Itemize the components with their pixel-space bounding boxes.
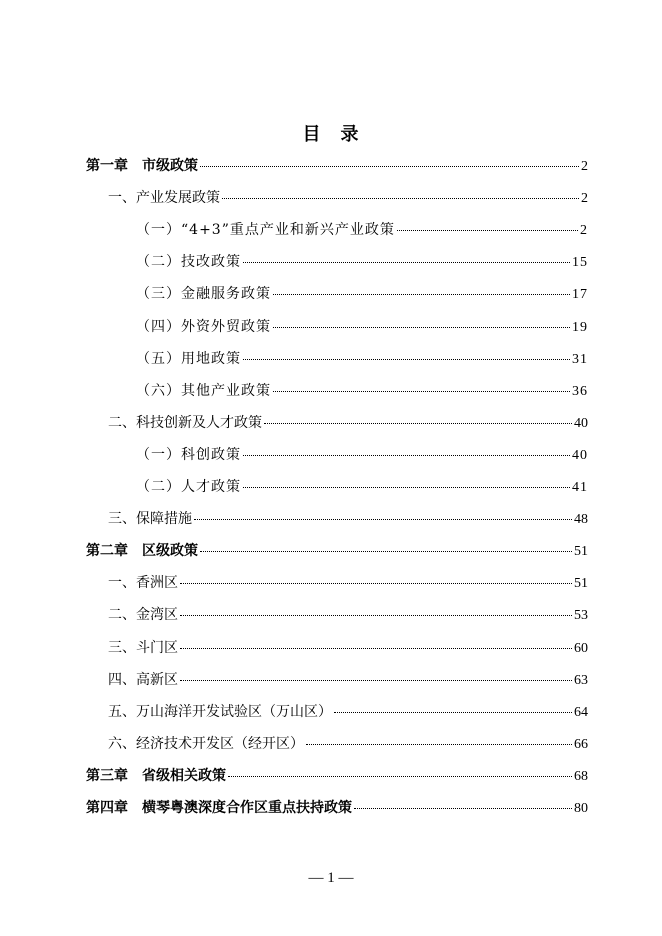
- toc-page-number: 40: [574, 415, 588, 431]
- toc-subsection[interactable]: [136, 220, 588, 241]
- toc-page-number: 60: [574, 640, 588, 656]
- toc-page-number: 2: [581, 159, 588, 174]
- toc-page-number: 36: [572, 383, 588, 399]
- toc-entry-label: （二）技改政策: [136, 254, 241, 271]
- toc-page-number: 51: [574, 576, 588, 592]
- toc-section[interactable]: [108, 573, 588, 594]
- toc-subsection[interactable]: [136, 317, 588, 338]
- toc-page-number: 48: [574, 512, 588, 528]
- page-number: — 1 —: [308, 870, 354, 886]
- toc-page-number: 17: [572, 287, 588, 303]
- toc-title: 目 录: [302, 124, 360, 145]
- toc-page-number: 80: [574, 801, 588, 816]
- toc-entry-label: （三）金融服务政策: [136, 286, 271, 303]
- dot-leader: [200, 551, 572, 552]
- dot-leader: [180, 680, 572, 681]
- dot-leader: [273, 294, 570, 295]
- toc-subsection[interactable]: [136, 284, 588, 305]
- toc-page-number: 51: [574, 544, 588, 560]
- dot-leader: [397, 230, 578, 231]
- toc-section[interactable]: [108, 509, 588, 530]
- dot-leader: [273, 327, 570, 328]
- dot-leader: [180, 615, 572, 616]
- toc-page-number: 2: [581, 191, 588, 207]
- toc-entry-label: （一）科创政策: [136, 446, 241, 463]
- dot-leader: [243, 487, 570, 488]
- toc-subsection[interactable]: [136, 252, 588, 273]
- toc-section[interactable]: [108, 605, 588, 626]
- dot-leader: [306, 744, 572, 745]
- toc-section[interactable]: [108, 188, 588, 209]
- toc-entry-label: 第二章 区级政策: [86, 543, 198, 560]
- toc-entry-label: 二、科技创新及人才政策: [108, 414, 262, 431]
- dot-leader: [200, 166, 579, 167]
- toc-entry-label: （一）“4+3”重点产业和新兴产业政策: [136, 222, 395, 239]
- toc-entry-label: 三、斗门区: [108, 639, 178, 656]
- toc-page-number: 31: [572, 351, 588, 367]
- toc-entry-label: 一、香洲区: [108, 575, 178, 592]
- toc-page-number: 15: [572, 255, 588, 271]
- toc-entry-label: 一、产业发展政策: [108, 190, 220, 207]
- dot-leader: [194, 519, 572, 520]
- toc-entry-label: 五、万山海洋开发试验区（万山区）: [108, 703, 332, 720]
- dot-leader: [243, 359, 570, 360]
- toc-chapter[interactable]: [86, 798, 588, 819]
- toc-page-number: 63: [574, 672, 588, 688]
- toc-page-number: 41: [572, 480, 588, 495]
- dot-leader: [264, 423, 572, 424]
- toc-page-number: 53: [574, 608, 588, 624]
- toc-entry-label: 三、保障措施: [108, 511, 192, 528]
- toc-entry-label: 二、金湾区: [108, 607, 178, 624]
- toc-page-number: 64: [574, 704, 588, 720]
- dot-leader: [273, 391, 570, 392]
- dot-leader: [228, 776, 572, 777]
- toc-page-number: 19: [572, 319, 588, 335]
- toc-entry-label: 六、经济技术开发区（经开区）: [108, 735, 304, 752]
- toc-subsection[interactable]: [136, 445, 588, 466]
- toc-section[interactable]: [108, 413, 588, 434]
- dot-leader: [354, 808, 572, 809]
- dot-leader: [180, 583, 572, 584]
- toc-section[interactable]: [108, 702, 588, 723]
- toc-entry-label: （五）用地政策: [136, 350, 241, 367]
- toc-chapter[interactable]: [86, 156, 588, 177]
- toc-section[interactable]: [108, 670, 588, 691]
- toc-entry-label: 第四章 横琴粤澳深度合作区重点扶持政策: [86, 800, 352, 816]
- dot-leader: [243, 262, 570, 263]
- toc-page-number: 68: [574, 768, 588, 784]
- toc-subsection[interactable]: [136, 477, 588, 498]
- toc-entry-label: 第一章 市级政策: [86, 158, 198, 174]
- dot-leader: [334, 712, 572, 713]
- toc-subsection[interactable]: [136, 349, 588, 370]
- toc-entry-label: 四、高新区: [108, 671, 178, 688]
- toc-page-number: 2: [580, 223, 588, 239]
- toc-page-number: 40: [572, 447, 588, 463]
- toc-subsection[interactable]: [136, 381, 588, 402]
- dot-leader: [243, 455, 570, 456]
- dot-leader: [180, 648, 572, 649]
- toc-entry-label: （四）外资外贸政策: [136, 318, 271, 335]
- toc-section[interactable]: [108, 638, 588, 659]
- toc-entry-label: （六）其他产业政策: [136, 382, 271, 399]
- toc-entry-label: （二）人才政策: [136, 479, 241, 495]
- toc-page-number: 66: [574, 736, 588, 752]
- toc-section[interactable]: [108, 734, 588, 755]
- toc-chapter[interactable]: [86, 766, 588, 787]
- dot-leader: [222, 198, 579, 199]
- toc-chapter[interactable]: [86, 541, 588, 562]
- toc-entry-label: 第三章 省级相关政策: [86, 767, 226, 784]
